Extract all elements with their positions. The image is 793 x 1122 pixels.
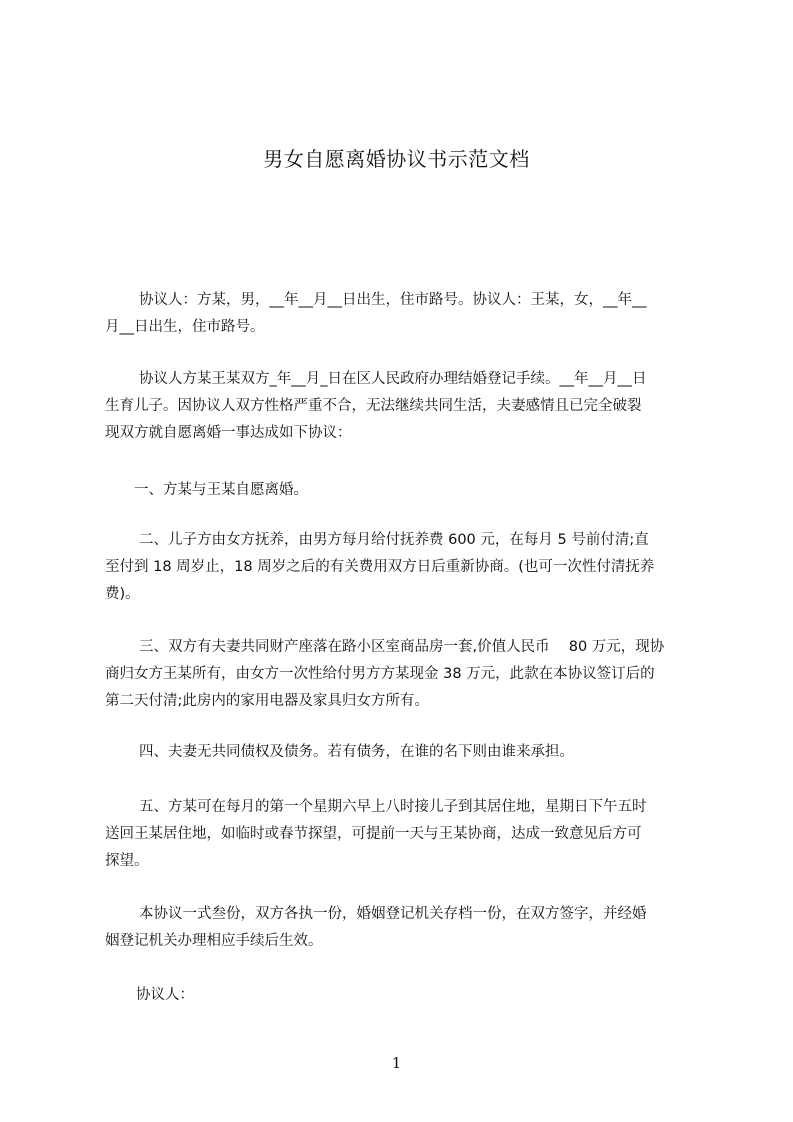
paragraph-line: 本协议一式叁份，双方各执一份，婚姻登记机关存档一份，在双方签字，并经婚 <box>139 906 647 922</box>
paragraph-copies <box>105 901 703 955</box>
document-title: 男女自愿离婚协议书示范文档 <box>263 147 530 171</box>
paragraph-line: 三、双方有夫妻共同财产座落在路小区室商品房一套,价值人民币 80 万元，现协 <box>139 639 665 655</box>
signature-label <box>105 982 703 1009</box>
paragraph-line: 五、方某可在每月的第一个星期六早上八时接儿子到其居住地，星期日下午五时 <box>139 799 647 815</box>
paragraph-line: 协议人方某王某双方_年__月_日在区人民政府办理结婚登记手续。__年__月__日 <box>139 371 647 387</box>
paragraph-line: 四、夫妻无共同债权及债务。若有债务，在谁的名下则由谁来承担。 <box>139 744 574 760</box>
paragraph-line: 费)。 <box>105 586 140 602</box>
clause-2 <box>105 527 703 608</box>
page-number: 1 <box>391 1054 402 1072</box>
paragraph-parties <box>105 287 703 341</box>
paragraph-line: 至付到 18 周岁止，18 周岁之后的有关费用双方日后重新协商。(也可一次性付清抚养 <box>105 559 655 575</box>
paragraph-line: 生育儿子。因协议人双方性格严重不合，无法继续共同生活，夫妻感情且已完全破裂 <box>105 398 642 414</box>
paragraph-line: 协议人：方某，男，__年__月__日出生，住市路号。协议人：王某，女，__年__ <box>139 292 647 308</box>
paragraph-line: 第二天付清;此房内的家用电器及家具归女方所有。 <box>105 693 429 709</box>
paragraph-line: 协议人： <box>136 987 194 1003</box>
paragraph-line: 商归女方王某所有，由女方一次性给付男方方某现金 38 万元，此款在本协议签订后的 <box>105 666 655 682</box>
clause-3 <box>105 634 703 715</box>
paragraph-line: 姻登记机关办理相应手续后生效。 <box>105 933 323 949</box>
paragraph-line: 送回王某居住地，如临时或春节探望，可提前一天与王某协商，达成一致意见后方可 <box>105 826 642 842</box>
clause-5 <box>105 794 703 875</box>
clause-4 <box>105 739 703 766</box>
paragraph-line: 探望。 <box>105 853 149 869</box>
paragraph-line: 现双方就自愿离婚一事达成如下协议： <box>105 425 352 441</box>
clause-1 <box>105 477 703 504</box>
paragraph-marriage <box>105 366 703 447</box>
paragraph-line: 二、儿子方由女方抚养，由男方每月给付抚养费 600 元，在每月 5 号前付清;直 <box>139 532 649 548</box>
paragraph-line: 一、方某与王某自愿离婚。 <box>134 482 308 498</box>
paragraph-line: 月__日出生，住市路号。 <box>105 319 265 335</box>
